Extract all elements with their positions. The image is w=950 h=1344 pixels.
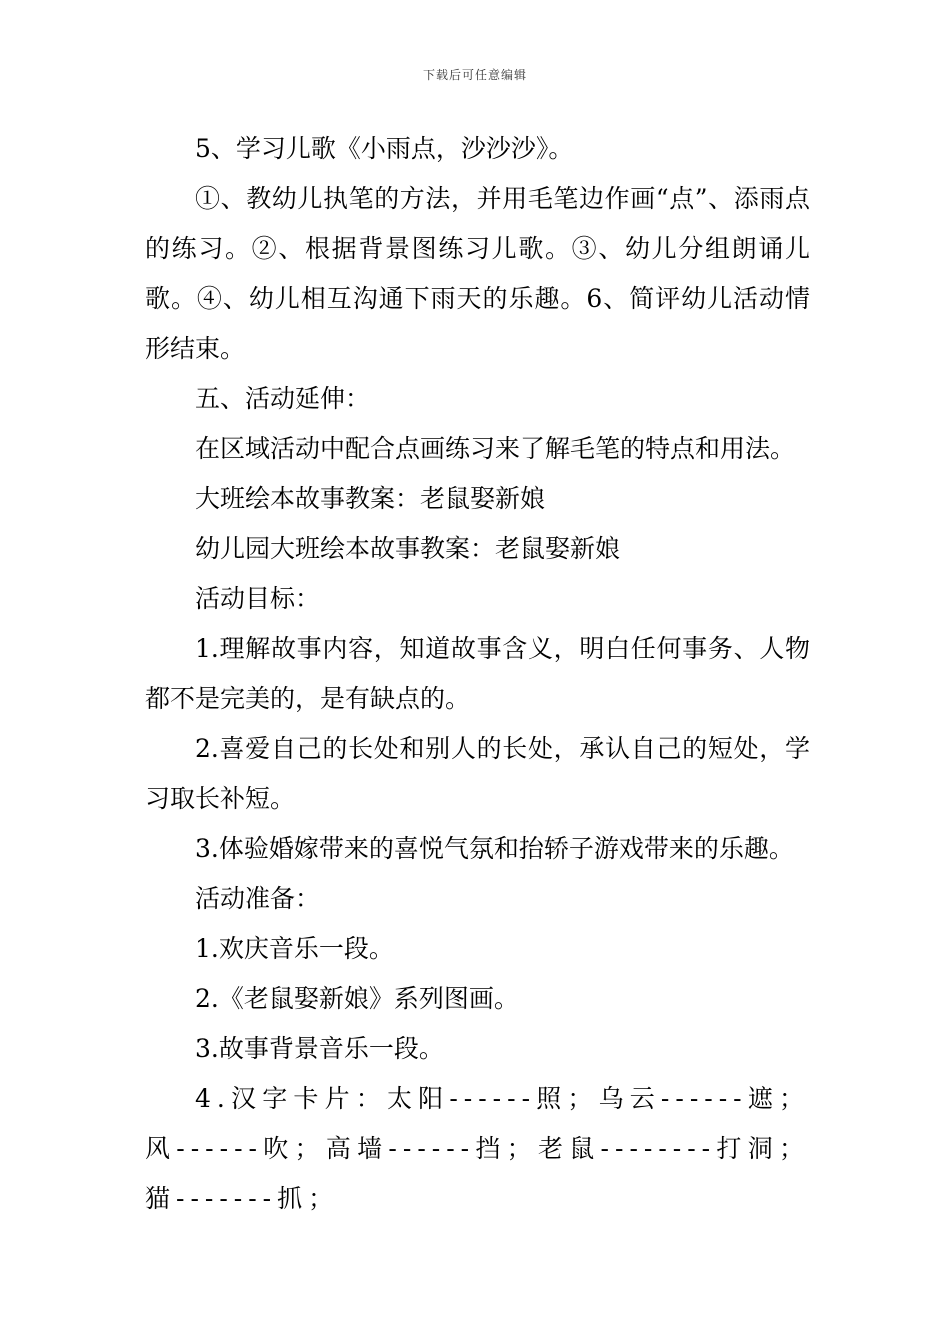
paragraph: 5、学习儿歌《小雨点，沙沙沙》。: [195, 134, 574, 163]
section-heading: 五、活动延伸：: [195, 384, 371, 413]
document-body: [145, 124, 810, 1224]
document-title: 大班绘本故事教案：老鼠娶新娘: [195, 484, 546, 513]
paragraph: ①、教幼儿执笔的方法，并用毛笔边作画“点”、添雨点的练习。②、根据背景图练习儿歌。③、幼儿分组朗诵儿歌。④、幼儿相互沟通下雨天的乐趣。6、简评幼儿活动情形结束。: [145, 184, 810, 363]
list-item: 4.汉字卡片：太阳------照；乌云------遮；风------吹；高墙------挡；老鼠--------打洞；猫-------抓；: [145, 1084, 810, 1213]
list-item: 1.理解故事内容，知道故事含义，明白任何事务、人物都不是完美的，是有缺点的。: [145, 634, 810, 713]
page-header-note: 下载后可任意编辑: [422, 68, 527, 82]
section-heading: 活动目标：: [195, 584, 321, 613]
list-item: 3.故事背景音乐一段。: [195, 1034, 444, 1063]
list-item: 2.喜爱自己的长处和别人的长处，承认自己的短处，学习取长补短。: [145, 734, 810, 813]
document-subtitle: 幼儿园大班绘本故事教案：老鼠娶新娘: [195, 534, 621, 563]
section-heading: 活动准备：: [195, 884, 321, 913]
paragraph: 在区域活动中配合点画练习来了解毛笔的特点和用法。: [195, 434, 796, 463]
list-item: 3.体验婚嫁带来的喜悦气氛和抬轿子游戏带来的乐趣。: [195, 834, 794, 863]
list-item: 1.欢庆音乐一段。: [195, 934, 394, 963]
list-item: 2.《老鼠娶新娘》系列图画。: [195, 984, 519, 1013]
